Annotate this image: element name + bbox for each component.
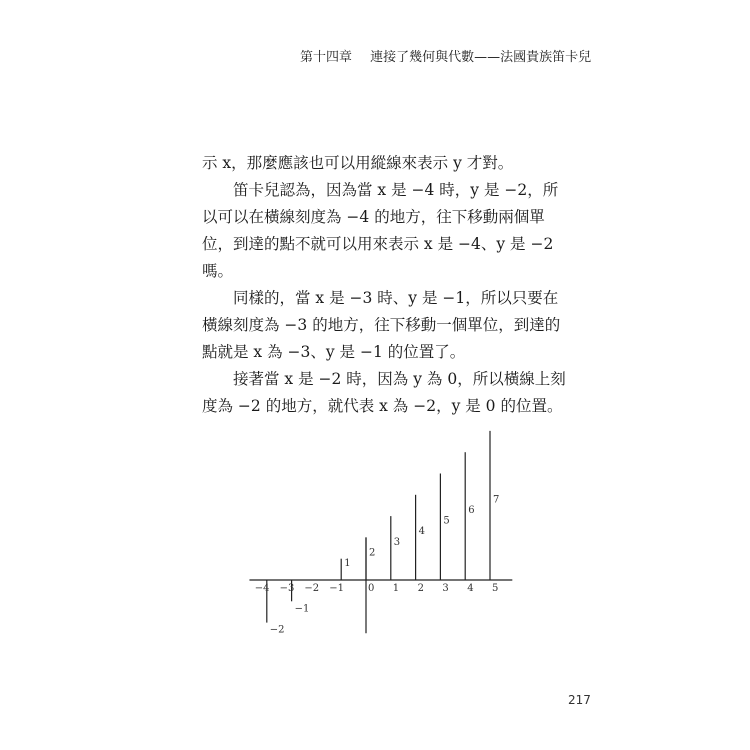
paragraph: 接著當 x 是 −2 時，因為 y 為 0，所以橫線上刻度為 −2 的地方，就代表 x 為 −2，y 是 0 的位置。 [202,370,566,415]
x-tick-label: −2 [304,583,320,594]
x-tick-label: 2 [417,583,424,594]
value-label: 5 [443,515,450,527]
page-number: 217 [568,693,591,707]
paragraph: 笛卡兒認為，因為當 x 是 −4 時，y 是 −2，所以可以在橫線刻度為 −4 的地方，往下移動兩個單位，到達的點不就可以用來表示 x 是 −4、y 是 −2 嗎。 [202,181,559,280]
chapter-title: 連接了幾何與代數——法國貴族笛卡兒 [370,50,592,65]
x-tick-label: −3 [279,583,295,594]
x-tick-label: −1 [329,583,344,594]
value-label: −1 [294,603,310,615]
value-label: 1 [344,558,351,570]
x-tick-label: 1 [392,583,400,594]
x-tick-label: 4 [467,583,474,594]
paragraph: 同樣的，當 x 是 −3 時、y 是 −1，所以只要在橫線刻度為 −3 的地方，往下移動一個單位，到達的點就是 x 為 −3、y 是 −1 的位置了。 [202,289,561,361]
value-label: 2 [369,547,376,559]
value-label: −2 [269,624,285,636]
value-label: 7 [493,494,500,506]
x-tick-label: 0 [368,583,375,594]
x-tick-label: 5 [492,583,499,594]
x-tick-label: −4 [254,583,270,594]
paragraph-continuation: 示 x，那麼應該也可以用縱線來表示 y 才對。 [202,154,514,172]
value-label: 4 [418,526,425,538]
x-tick-label: 3 [442,583,449,594]
chapter-number: 第十四章 [300,50,353,65]
value-label: 3 [393,536,401,548]
value-label: 6 [468,504,475,516]
